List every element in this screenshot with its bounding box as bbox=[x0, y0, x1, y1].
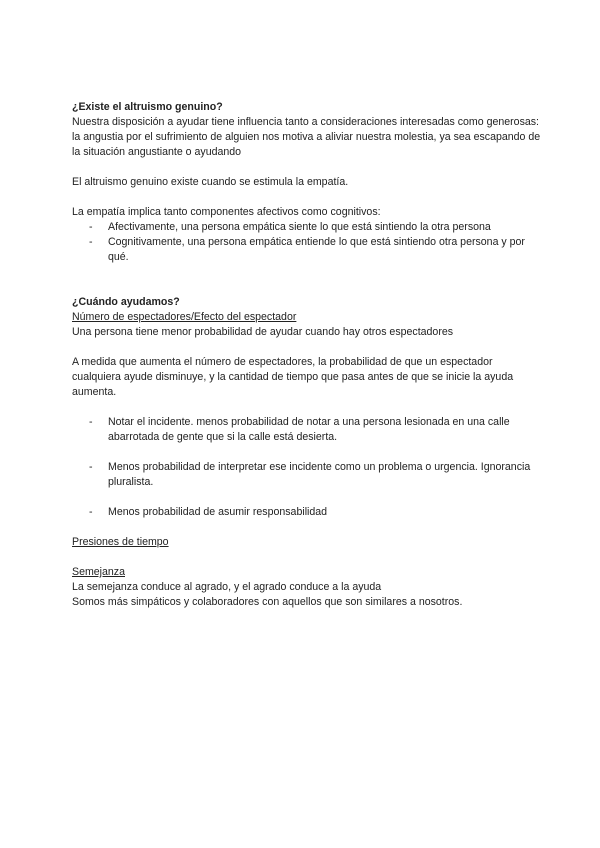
subheading-similarity: Semejanza bbox=[72, 566, 125, 578]
list-item-text: Afectivamente, una persona empática siente lo que está sintiendo la otra persona bbox=[108, 221, 491, 233]
subheading-time-pressure: Presiones de tiempo bbox=[72, 536, 169, 548]
paragraph-similarity-1: La semejanza conduce al agrado, y el agrado conduce a la ayuda bbox=[72, 581, 382, 593]
list-item-text: Menos probabilidad de interpretar ese incidente como un problema o urgencia. Ignorancia pluralista. bbox=[108, 461, 531, 488]
paragraph-bystander: Una persona tiene menor probabilidad de ayudar cuando hay otros espectadores bbox=[72, 326, 454, 338]
paragraph-genuine-altruism: El altruismo genuino existe cuando se estimula la empatía. bbox=[72, 176, 349, 188]
document-page bbox=[72, 100, 542, 610]
paragraph-disposition: Nuestra disposición a ayudar tiene influencia tanto a consideraciones interesadas como generosas: la angustia por el sufrimiento de alguien nos motiva a aliviar nuestra molestia, ya sea escapando de la situación angustiante o ayudando bbox=[72, 116, 541, 158]
bullet-dash: - bbox=[89, 416, 93, 428]
list-item-notice bbox=[72, 415, 542, 445]
bullet-dash: - bbox=[89, 221, 93, 233]
bullet-dash: - bbox=[89, 236, 93, 248]
list-item-text: Notar el incidente. menos probabilidad de notar a una persona lesionada en una calle abarrotada de gente que si la calle está desierta. bbox=[108, 416, 510, 443]
paragraph-bystander-number: A medida que aumenta el número de espectadores, la probabilidad de que un espectador cualquiera ayude disminuye, y la cantidad de tiempo que pasa antes de que se inicie la ayuda aumenta. bbox=[72, 356, 514, 398]
subheading-bystander: Número de espectadores/Efecto del espectador bbox=[72, 311, 297, 323]
heading-when-help: ¿Cuándo ayudamos? bbox=[72, 296, 180, 308]
paragraph-empathy: La empatía implica tanto componentes afectivos como cognitivos: bbox=[72, 206, 381, 218]
list-item-cognitive bbox=[72, 235, 542, 265]
heading-altruism: ¿Existe el altruismo genuino? bbox=[72, 101, 223, 113]
paragraph-similarity-2: Somos más simpáticos y colaboradores con aquellos que son similares a nosotros. bbox=[72, 596, 463, 608]
list-item-affective bbox=[72, 220, 542, 235]
list-item-text: Cognitivamente, una persona empática entiende lo que está sintiendo otra persona y por qué. bbox=[108, 236, 525, 263]
bullet-dash: - bbox=[89, 506, 93, 518]
bullet-dash: - bbox=[89, 461, 93, 473]
list-item-interpret bbox=[72, 460, 542, 490]
list-item-responsibility bbox=[72, 505, 542, 520]
list-item-text: Menos probabilidad de asumir responsabilidad bbox=[108, 506, 328, 518]
